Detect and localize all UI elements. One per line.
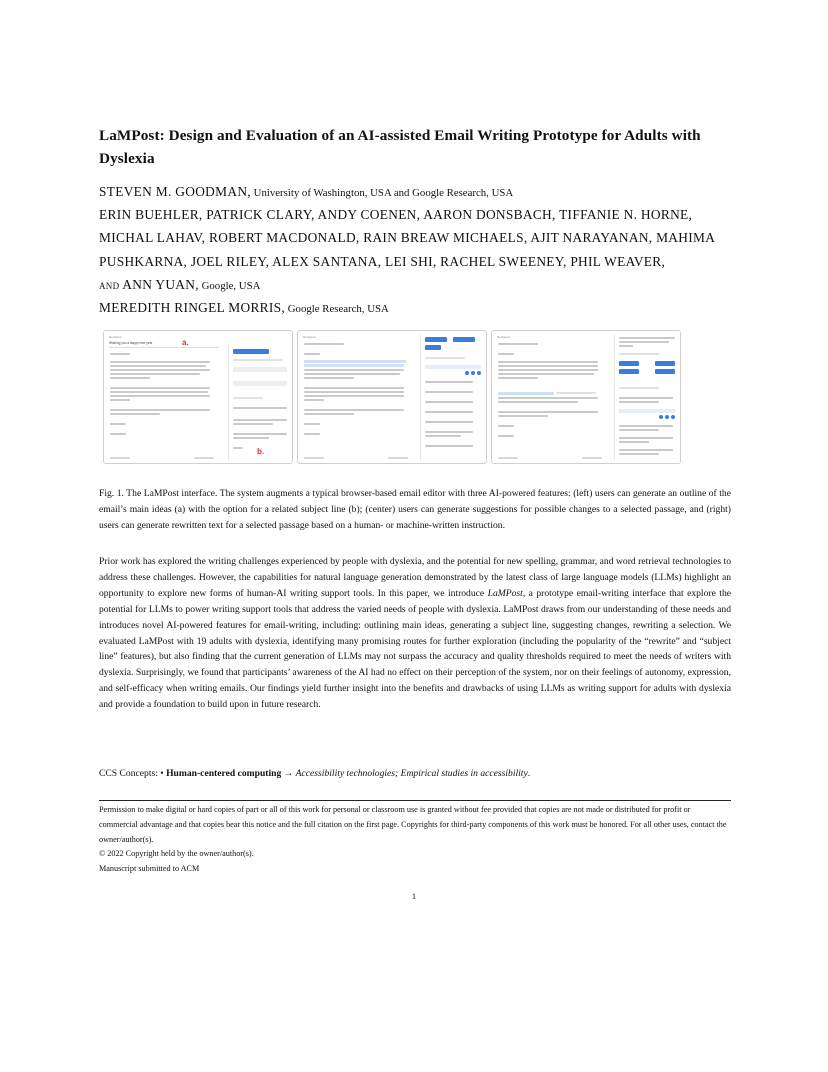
author-affiliation: University of Washington, USA and Google Research, USA: [250, 187, 514, 199]
ccs-category: Human-centered computing: [166, 768, 282, 779]
author-line-6: [99, 297, 739, 320]
footnote-divider: [99, 800, 731, 801]
figure-panel-right: [491, 330, 681, 464]
figure-1-screenshots: [103, 330, 728, 468]
figure-panel-left: [103, 330, 293, 464]
ccs-prefix: CCS Concepts: •: [99, 768, 167, 779]
ccs-topics: Accessibility technologies; Empirical studies in accessibility: [295, 768, 528, 779]
author-line-3: [99, 227, 739, 250]
label-a: a.: [182, 338, 189, 347]
figure-caption: [99, 486, 731, 534]
ccs-concepts: [99, 768, 731, 779]
abstract-system-name: LaMPost: [487, 587, 523, 599]
author-line-5: [99, 274, 739, 297]
mini-recipient: Recipient: [497, 335, 510, 339]
abstract-text: , a prototype email-writing interface that explore the potential for LLMs to power writing support tools that address the varied needs of people with dyslexia. LaMPost draws from our understanding of these needs and introduces novel AI-powered features for email-writing, including: outlining main ideas, generating a subject line, suggesting changes, rewriting a selection. We evaluated LaMPost with 19 adults with dyslexia, identifying many promising routes for further exploration (including the popularity of the “rewrite” and “subject line” features), but also finding that the current generation of LLMs may not surpass the accuracy and quality thresholds required to meet the needs of writers with dyslexia. Surprisingly, we found that participants’ awareness of the AI had no effect on their perception of the system, nor on their feelings of autonomy, expression, and self-efficacy when writing emails. Our findings yield further insight into the benefits and drawbacks of using LLMs as writing support for adults with dyslexia and provide a foundation to build upon in future research.: [99, 587, 732, 711]
author-line-2: [99, 204, 739, 227]
author-affiliation: Google Research, USA: [285, 303, 389, 316]
permission-footnote: [99, 803, 731, 877]
permission-text: Permission to make digital or hard copies of part or all of this work for personal or classroom use is granted without fee provided that copies are not made or distributed for profit or commercial advantage and that copies bear this notice and the full citation on the first page. Copyrights for third-party components of this work must be honored. For all other uses, contact the owner/author(s).: [99, 805, 727, 844]
mini-recipient: Recipient: [303, 335, 316, 339]
abstract-text: Prior work has explored the writing challenges experienced by people with dyslexia, and the potential for new spelling, grammar, and word retrieval technologies to address these challenges. However, the capabilities for natural language generation demonstrated by the latest class of large language models (LLMs) highlight an opportunity to explore new forms of human-AI writing support tools. In this paper, we introduce: [99, 556, 731, 599]
copyright-line: © 2022 Copyright held by the owner/author(s).: [99, 849, 254, 859]
author-names: STEVEN M. GOODMAN,: [99, 184, 251, 199]
author-names: MEREDITH RINGEL MORRIS,: [99, 300, 286, 316]
author-names: MICHAL LAHAV, ROBERT MACDONALD, RAIN BREAW MICHAELS, AJIT NARAYANAN, MAHIMA: [99, 230, 716, 246]
author-line-1: [99, 181, 739, 204]
label-b: b.: [257, 447, 265, 456]
author-line-4: [99, 251, 739, 274]
mini-recipient: Recipient: [109, 335, 122, 339]
author-names: ERIN BUEHLER, PATRICK CLARY, ANDY COENEN, AARON DONSBACH, TIFFANIE N. HORNE,: [99, 207, 693, 223]
figure-panel-center: [297, 330, 487, 464]
paper-title: LaMPost: Design and Evaluation of an AI-assisted Email Writing Prototype for Adults with Dyslexia: [99, 127, 701, 167]
author-affiliation: Google, USA: [198, 279, 261, 292]
author-names: and ANN YUAN,: [99, 276, 199, 292]
page-number: 1: [411, 891, 417, 901]
caption-text: The LaMPost interface. The system augments a typical browser-based email editor with three AI-powered features: (left) users can generate an outline of the email’s main ideas (a) with the option for a related subject line (b); (center) users can generate suggestions for possible changes to a selected passage, and (right) users can generate rewritten text for a selected passage based on a human- or machine-written instruction.: [99, 488, 731, 531]
caption-prefix: Fig. 1.: [99, 488, 124, 499]
mini-suggestions: [420, 335, 483, 460]
ccs-arrow: →: [281, 768, 296, 779]
mini-rewrite: [614, 335, 677, 460]
mini-subject: Wishing you a happy new year: [109, 341, 219, 348]
ccs-suffix: .: [527, 768, 531, 779]
author-names: PUSHKARNA, JOEL RILEY, ALEX SANTANA, LEI SHI, RACHEL SWEENEY, PHIL WEAVER,: [99, 253, 666, 269]
abstract: [99, 554, 731, 713]
mini-sidebar: [228, 345, 291, 460]
manuscript-line: Manuscript submitted to ACM: [99, 864, 200, 874]
author-list: [99, 181, 739, 320]
